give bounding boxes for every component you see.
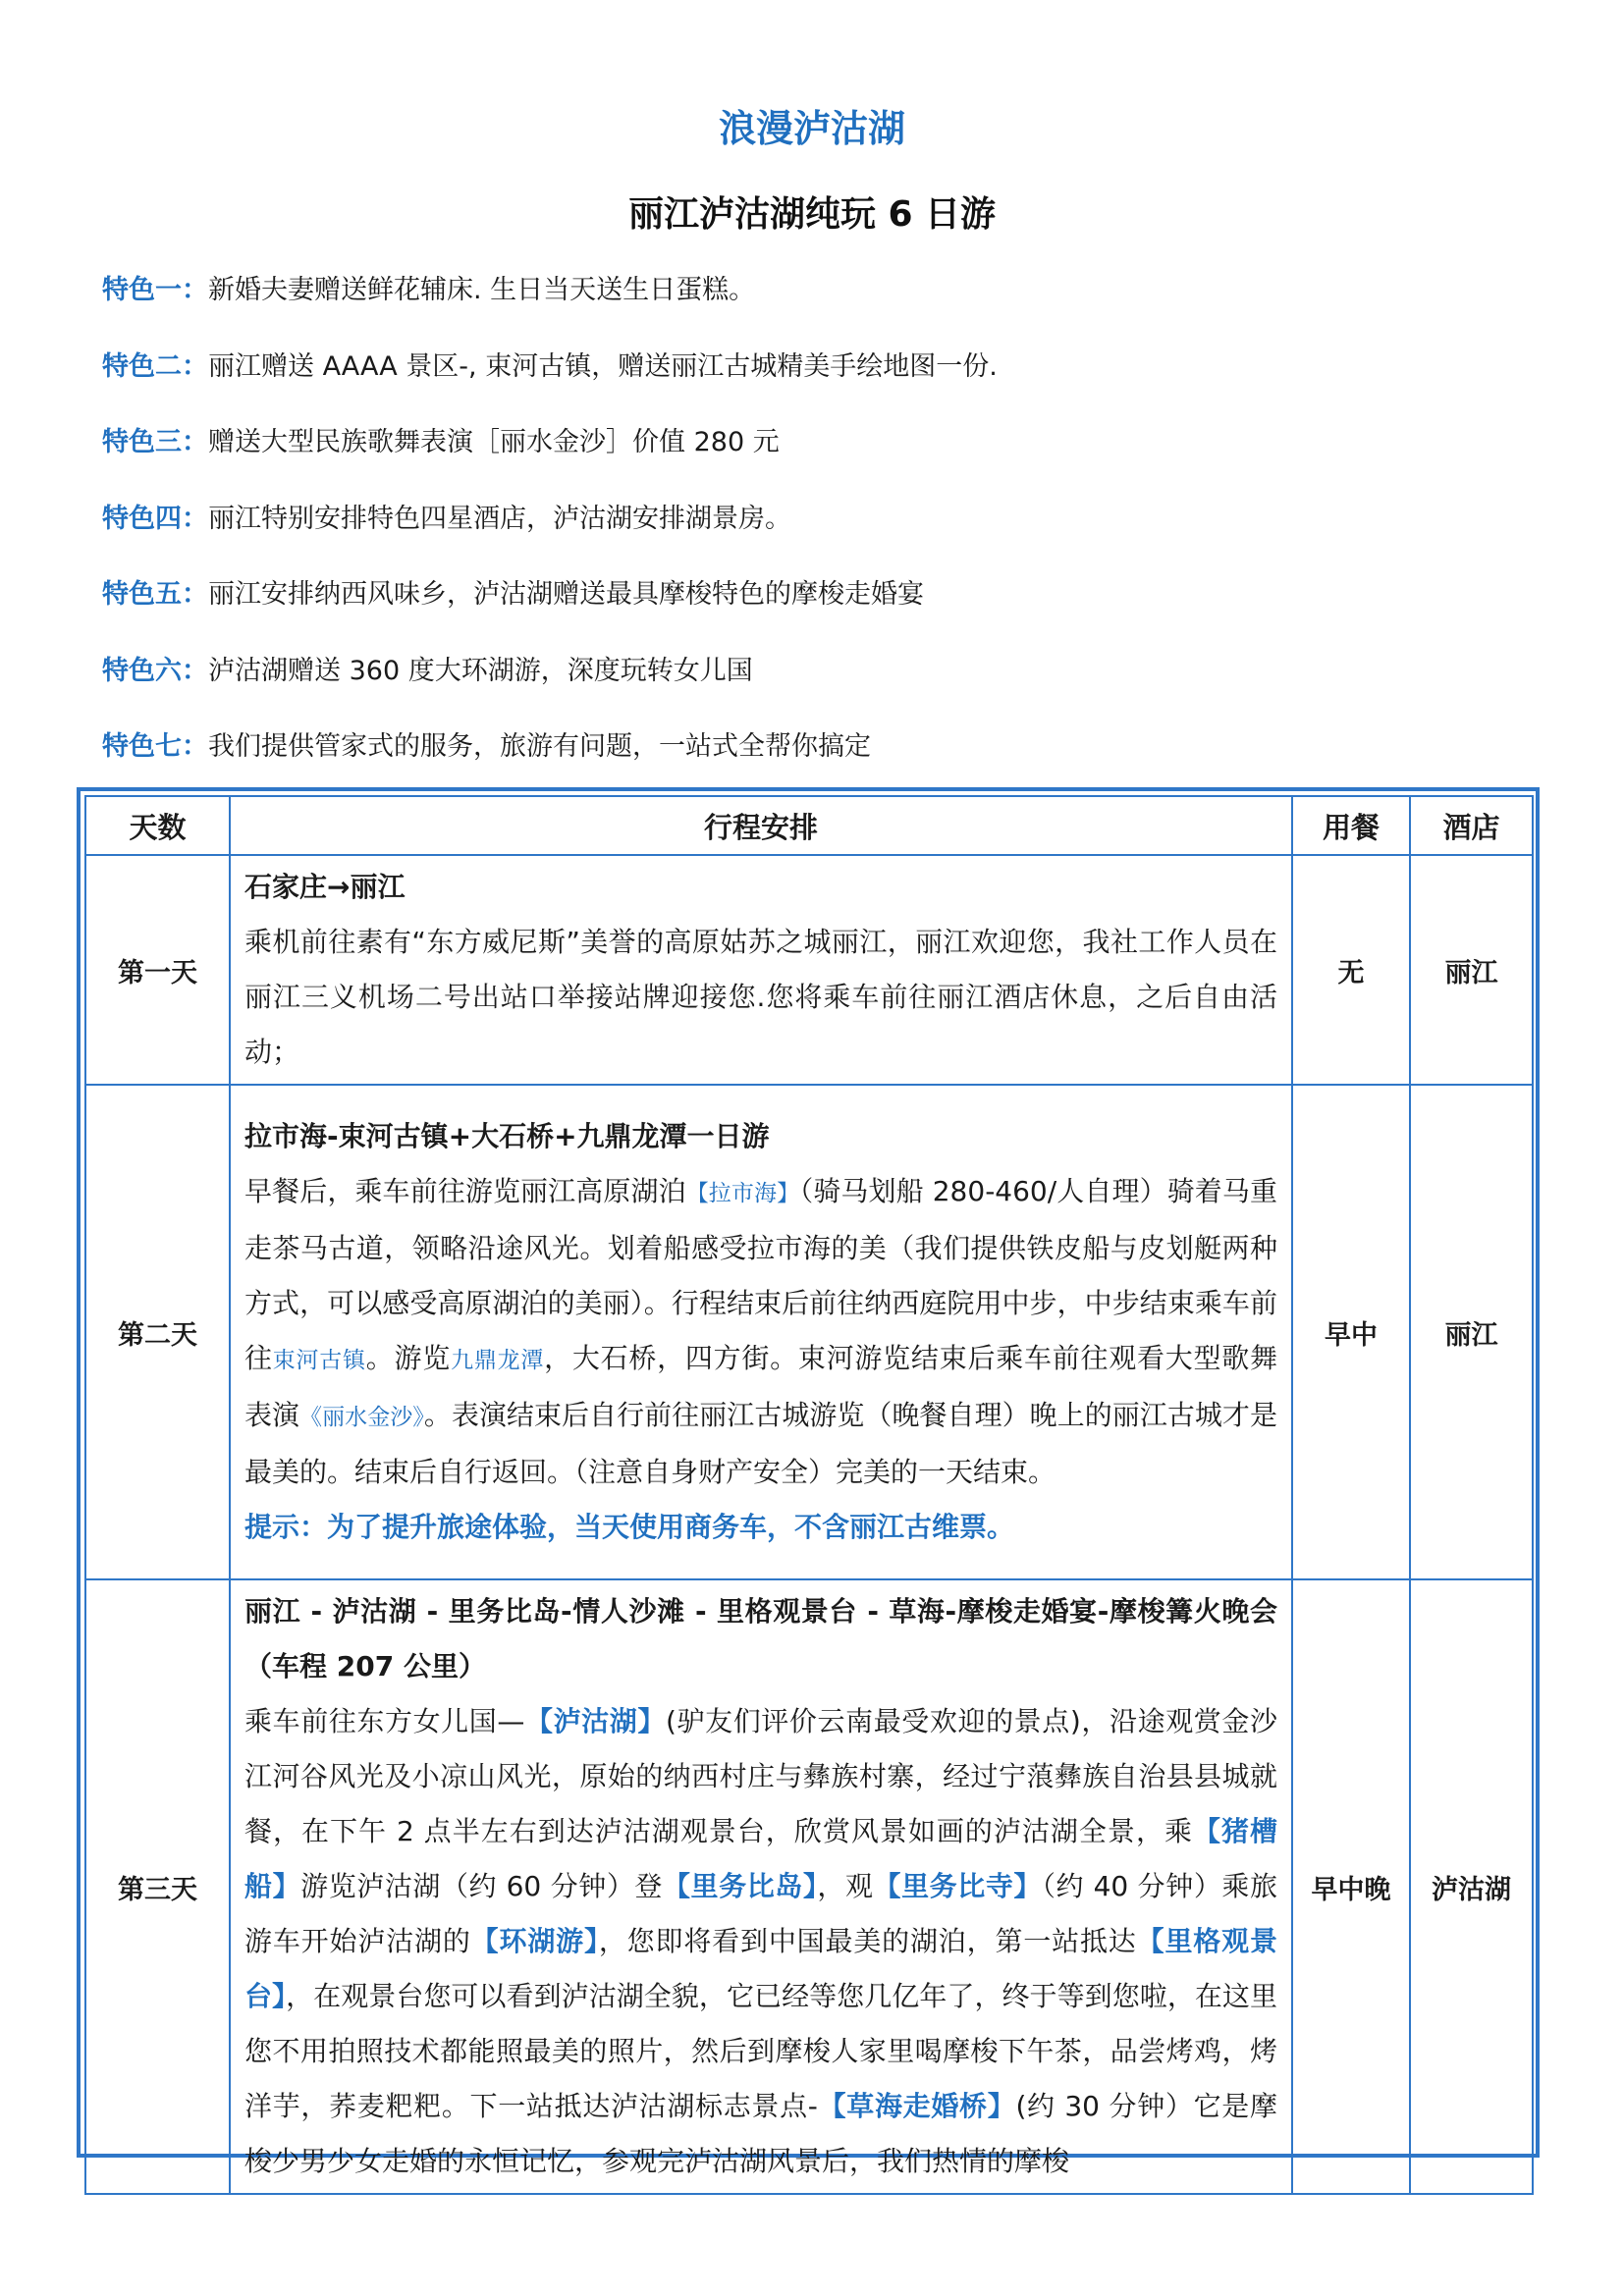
feature-list <box>102 265 1536 798</box>
feature-text: 我们提供管家式的服务，旅游有问题，一站式全帮你搞定 <box>208 731 871 762</box>
hotel-value: 丽江 <box>1410 1085 1533 1579</box>
feature-text: 泸沽湖赠送 360 度大环湖游，深度玩转女儿国 <box>208 655 753 686</box>
table-header-row <box>85 796 1533 855</box>
day-label: 第二天 <box>85 1085 230 1579</box>
meals-value: 早中 <box>1292 1085 1410 1579</box>
feature-label: 特色六： <box>102 655 208 686</box>
header-schedule: 行程安排 <box>230 796 1292 855</box>
feature-item <box>102 265 1536 342</box>
table-row <box>85 855 1533 1085</box>
table-row <box>85 1579 1533 2194</box>
hotel-value: 丽江 <box>1410 855 1533 1085</box>
feature-label: 特色七： <box>102 731 208 762</box>
highlight-boat: 【猪槽船】 <box>244 1815 1277 1902</box>
feature-text: 丽江赠送 AAAA 景区-, 束河古镇，赠送丽江古城精美手绘地图一份. <box>208 350 998 382</box>
feature-item <box>102 342 1536 418</box>
table-row <box>85 1085 1533 1579</box>
schedule-text: 乘机前往素有“东方威尼斯”美誉的高原姑苏之城丽江，丽江欢迎您，我社工作人员在丽江三义机场二号出站口举接站牌迎接您.您将乘车前往丽江酒店休息，之后自由活动； <box>244 926 1277 1068</box>
meals-value: 无 <box>1292 855 1410 1085</box>
tour-subtitle: 丽江泸沽湖纯玩 6 日游 <box>627 194 997 235</box>
highlight-shuhe: 束河古镇 <box>272 1348 366 1373</box>
route-title: 丽江 - 泸沽湖 - 里务比岛-情人沙滩 - 里格观景台 - 草海-摩梭走婚宴-摩梭篝火晚会（车程 207 公里） <box>244 1595 1277 1682</box>
highlight-bridge: 【草海走婚桥】 <box>817 2090 1016 2122</box>
route-title: 石家庄→丽江 <box>244 871 406 903</box>
feature-text: 丽江安排纳西风味乡，泸沽湖赠送最具摩梭特色的摩梭走婚宴 <box>208 579 924 610</box>
schedule-text: 早餐后，乘车前往游览丽江高原湖泊【拉市海】（骑马划船 280-460/人自理）骑着马重走茶马古道，领略沿途风光。划着船感受拉市海的美（我们提供铁皮船与皮划艇两种方式，可以感受高原湖泊的美丽）。行程结束后前往纳西庭院用中步，中步结束乘车前往束河古镇。游览九鼎龙潭，大石桥，四方街。束河游览结束后乘车前往观看大型歌舞表演《丽水金沙》。表演结束后自行前往丽江古城游览（晚餐自理）晚上的丽江古城才是最美的。结束后自行返回。（注意自身财产安全）完美的一天结束。 <box>244 1175 1278 1488</box>
day-schedule <box>230 1085 1292 1579</box>
day-label: 第一天 <box>85 855 230 1085</box>
highlight-lashihai: 【拉市海】 <box>685 1181 800 1206</box>
feature-text: 新婚夫妻赠送鲜花辅床. 生日当天送生日蛋糕。 <box>208 275 756 305</box>
feature-label: 特色二： <box>102 350 208 382</box>
feature-label: 特色五： <box>102 579 208 610</box>
header-meals: 用餐 <box>1292 796 1410 855</box>
highlight-show: 《丽水金沙》 <box>299 1405 424 1430</box>
highlight-temple: 【里务比寺】 <box>873 1870 1042 1902</box>
header-day: 天数 <box>85 796 230 855</box>
highlight-viewpoint: 【里格观景台】 <box>244 1925 1277 2012</box>
day-schedule <box>230 1579 1292 2194</box>
feature-text: 丽江特别安排特色四星酒店，泸沽湖安排湖景房。 <box>208 503 791 534</box>
highlight-lugu: 【泸沽湖】 <box>524 1705 666 1737</box>
meals-value: 早中晚 <box>1292 1579 1410 2194</box>
feature-item <box>102 721 1536 798</box>
itinerary-table <box>84 795 1534 2195</box>
feature-text: 赠送大型民族歌舞表演［丽水金沙］价值 280 元 <box>208 427 780 457</box>
header-hotel: 酒店 <box>1410 796 1533 855</box>
feature-item <box>102 417 1536 494</box>
schedule-text: 乘车前往东方女儿国—【泸沽湖】(驴友们评价云南最受欢迎的景点)，沿途观赏金沙江河谷风光及小凉山风光，原始的纳西村庄与彝族村寨，经过宁蒗彝族自治县县城就餐，在下午 2 点半左右到达泸沽湖观景台，欣赏风景如画的泸沽湖全景，乘【猪槽船】游览泸沽湖（约 60 分钟）登【里务比岛】，观【里务比寺】（约 40 分钟）乘旅游车开始泸沽湖的【环湖游】，您即将看到中国最美的湖泊，第一站抵达【里格观景台】，在观景台您可以看到泸沽湖全貌，它已经等您几亿年了，终于等到您啦，在这里您不用拍照技术都能照最美的照片，然后到摩梭人家里喝摩梭下午茶，品尝烤鸡，烤洋芋，荞麦粑粑。下一站抵达泸沽湖标志景点-【草海走婚桥】(约 30 分钟）它是摩梭少男少女走婚的永恒记忆，参观完泸沽湖风景后，我们热情的摩梭 <box>244 1705 1277 2177</box>
highlight-island: 【里务比岛】 <box>662 1870 818 1902</box>
tip-text: 提示：为了提升旅途体验，当天使用商务车，不含丽江古维票。 <box>244 1511 1015 1543</box>
highlight-jiuding: 九鼎龙潭 <box>451 1348 545 1373</box>
hotel-value: 泸沽湖 <box>1410 1579 1533 2194</box>
route-title: 拉市海-束河古镇+大石桥+九鼎龙潭一日游 <box>244 1120 770 1152</box>
feature-item <box>102 646 1536 722</box>
feature-item <box>102 494 1536 570</box>
feature-item <box>102 569 1536 646</box>
page-title: 浪漫泸沽湖 <box>718 107 905 150</box>
day-schedule <box>230 855 1292 1085</box>
feature-label: 特色一： <box>102 275 208 305</box>
highlight-lake-tour: 【环湖游】 <box>470 1925 599 1957</box>
feature-label: 特色四： <box>102 503 208 534</box>
day-label: 第三天 <box>85 1579 230 2194</box>
feature-label: 特色三： <box>102 427 208 457</box>
